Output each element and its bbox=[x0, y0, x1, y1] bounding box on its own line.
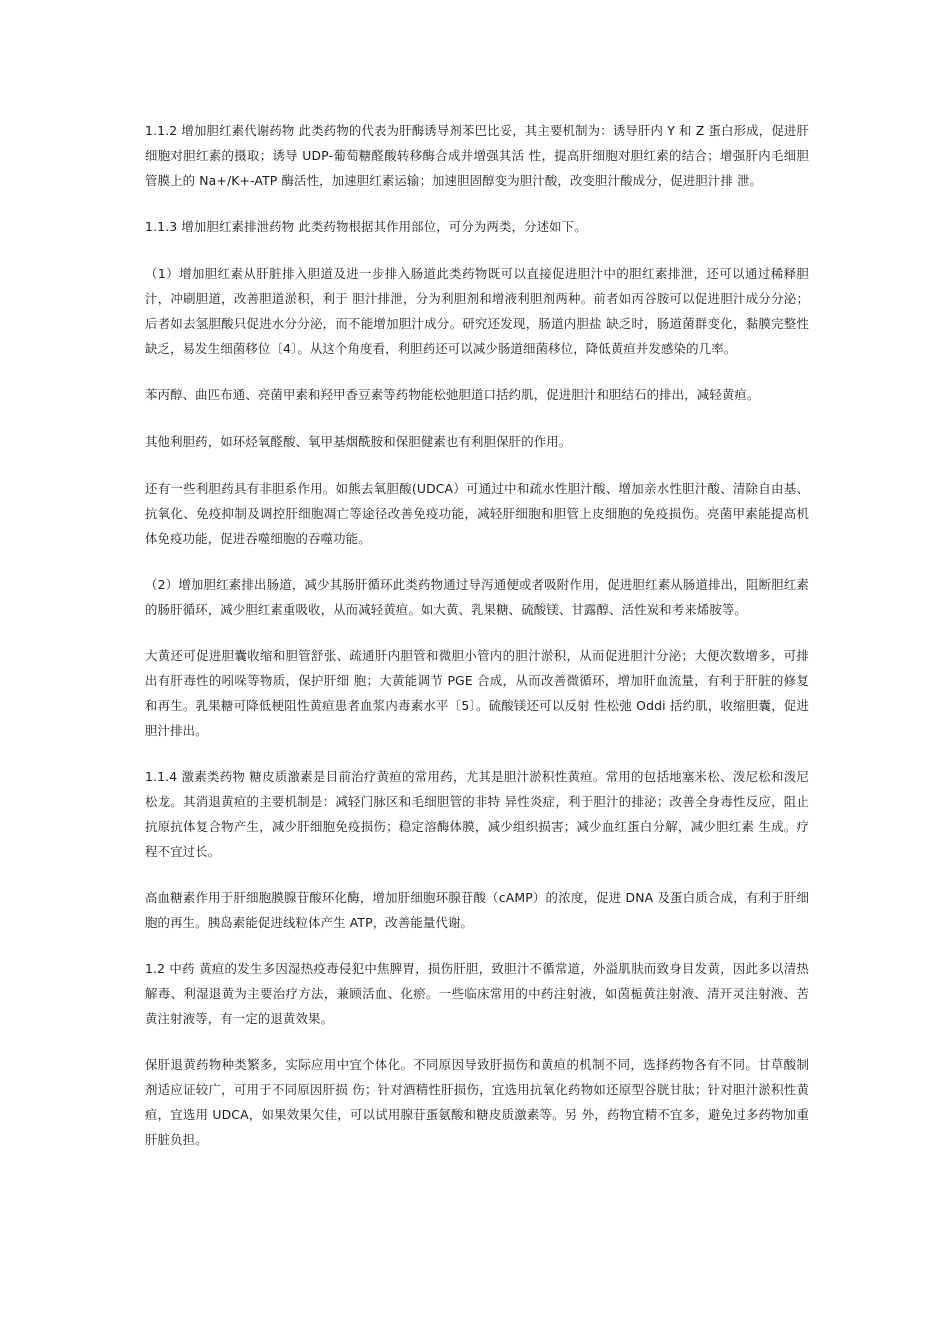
paragraph-other-choleretics: 其他利胆药，如环烃氧醛酸、氧甲基烟酰胺和保胆健素也有利胆保肝的作用。 bbox=[145, 434, 572, 449]
paragraph-1-1-2: 1.1.2 增加胆红素代谢药物 此类药物的代表为肝酶诱导剂苯巴比妥，其主要机制为：诱导肝内 Y 和 Z 蛋白形成，促进肝细胞对胆红素的摄取；诱导 UDP-葡萄糖醛酸转移酶合成并增强其活 性，提高肝细胞对胆红素的结合；增强肝内毛细胆管膜上的 Na+/K+-ATP 酶活性，加速胆红素运输；加速胆固醇变为胆汁酸，改变胆汁酸成分，促进胆汁排 泄。 bbox=[145, 123, 809, 188]
paragraph-1-1-4: 1.1.4 激素类药物 糖皮质激素是目前治疗黄疸的常用药，尤其是胆汁淤积性黄疸。常用的包括地塞米松、泼尼松和泼尼松龙。其消退黄疸的主要机制是：减轻门脉区和毛细胆管的非特 异性炎症，利于胆汁的排泌；改善全身毒性反应，阻止抗原抗体复合物产生，减少肝细胞免疫损伤；稳定溶酶体膜，减少组织损害；减少血红蛋白分解，减少胆红素 生成。疗程不宜过长。 bbox=[145, 769, 809, 859]
paragraph-summary: 保肝退黄药物种类繁多，实际应用中宜个体化。不同原因导致肝损伤和黄疸的机制不同，选择药物各有不同。甘草酸制剂适应证较广，可用于不同原因肝损 伤；针对酒精性肝损伤，宜选用抗氧化药物如还原型谷胱甘肽；针对胆汁淤积性黄疸，宜选用 UDCA，如果效果欠佳，可以试用腺苷蛋氨酸和糖皮质激素等。另 外，药物宜精不宜多，避免过多药物加重肝脏负担。 bbox=[145, 1057, 809, 1147]
paragraph-rhubarb: 大黄还可促进胆囊收缩和胆管舒张、疏通肝内胆管和微胆小管内的胆汁淤积，从而促进胆汁分泌；大便次数增多，可排出有肝毒性的吲哚等物质，保护肝细 胞；大黄能调节 PGE 合成，从而改善微循环，增加肝血流量，有利于肝脏的修复和再生。乳果糖可降低梗阻性黄疸患者血浆内毒素水平〔5〕。硫酸镁还可以反射 性松弛 Oddi 括约肌，收缩胆囊，促进胆汁排出。 bbox=[145, 648, 809, 738]
paragraph-glucagon: 高血糖素作用于肝细胞膜腺苷酸环化酶，增加肝细胞环腺苷酸（cAMP）的浓度，促进 DNA 及蛋白质合成，有利于肝细胞的再生。胰岛素能促进线粒体产生 ATP，改善能量代谢。 bbox=[145, 890, 809, 930]
paragraph-excretion-intestine: （2）增加胆红素排出肠道，减少其肠肝循环此类药物通过导泻通便或者吸附作用，促进胆红素从肠道排出，阻断胆红素的肠肝循环，减少胆红素重吸收，从而减轻黄疸。如大黄、乳果糖、硫酸镁、甘露醇、活性炭和考来烯胺等。 bbox=[145, 577, 809, 617]
paragraph-1-2: 1.2 中药 黄疸的发生多因湿热疫毒侵犯中焦脾胃，损伤肝胆，致胆汁不循常道，外溢肌肤而致身目发黄，因此多以清热解毒、利湿退黄为主要治疗方法，兼顾活血、化瘀。一些临床常用的中药注射液，如茵栀黄注射液、清开灵注射液、苦黄注射液等，有一定的退黄效果。 bbox=[145, 961, 809, 1026]
paragraph-sphincter-drugs: 苯丙醇、曲匹布通、亮菌甲素和羟甲香豆素等药物能松弛胆道口括约肌，促进胆汁和胆结石的排出，减轻黄疸。 bbox=[145, 387, 760, 402]
paragraph-1-1-3: 1.1.3 增加胆红素排泄药物 此类药物根据其作用部位，可分为两类，分述如下。 bbox=[145, 219, 587, 234]
paragraph-excretion-liver: （1）增加胆红素从肝脏排入胆道及进一步排入肠道此类药物既可以直接促进胆汁中的胆红素排泄，还可以通过稀释胆汁，冲刷胆道，改善胆道淤积，利于 胆汁排泄，分为利胆剂和增液利胆剂两种。前者如丙谷胺可以促进胆汁成分分泌；后者如去氢胆酸只促进水分分泌，而不能增加胆汁成分。研究还发现，肠道内胆盐 缺乏时，肠道菌群变化，黏膜完整性缺乏，易发生细菌移位〔4〕。从这个角度看，利胆药还可以减少肠道细菌移位，降低黄疸并发感染的几率。 bbox=[145, 266, 809, 356]
paragraph-udca: 还有一些利胆药具有非胆系作用。如熊去氧胆酸(UDCA）可通过中和疏水性胆汁酸、增加亲水性胆汁酸、清除自由基、抗氧化、免疫抑制及调控肝细胞凋亡等途径改善免疫功能，减轻肝细胞和胆管上皮细胞的免疫损伤。亮菌甲素能提高机体免疫功能，促进吞噬细胞的吞噬功能。 bbox=[145, 481, 809, 546]
document-body bbox=[145, 118, 809, 1173]
